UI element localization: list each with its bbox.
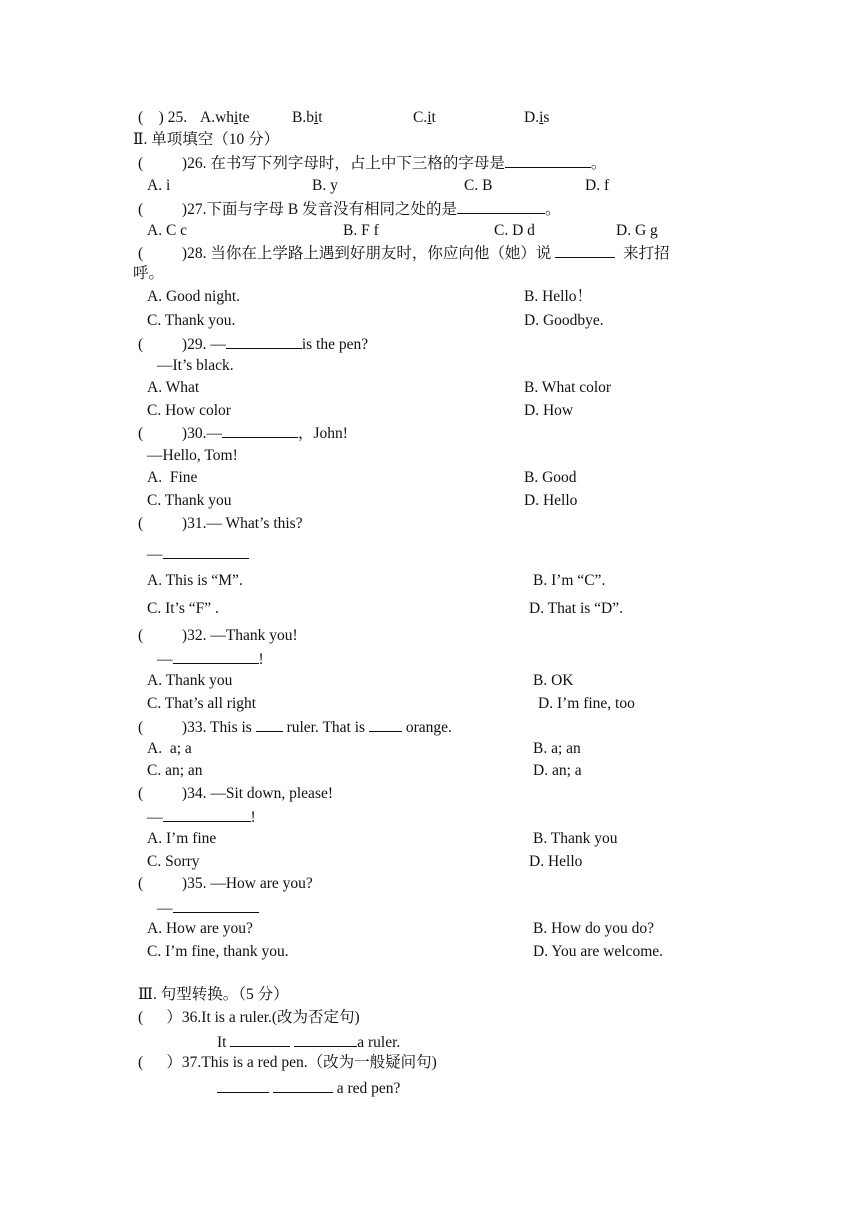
q34-stem: ( )34. —Sit down, please!: [138, 785, 334, 802]
q29-option-d: D. How: [524, 402, 574, 419]
q36-answer-line: It a ruler.: [217, 1031, 400, 1053]
answer-blank[interactable]: [294, 1031, 357, 1047]
q31-option-c: C. It’s “F” .: [147, 600, 219, 617]
answer-blank[interactable]: [457, 198, 545, 214]
q33-option-c: C. an; an: [147, 762, 203, 779]
q31-option-d: D. That is “D”.: [529, 600, 623, 617]
q29-option-b: B. What color: [524, 379, 612, 396]
q26-option-c: C. B: [464, 177, 493, 194]
q28-option-d: D. Goodbye.: [524, 312, 604, 329]
q31-reply: —: [147, 543, 249, 565]
answer-blank[interactable]: [163, 806, 251, 822]
answer-blank[interactable]: [555, 242, 615, 258]
q27-option-b: B. F f: [343, 222, 379, 239]
q34-option-b: B. Thank you: [533, 830, 618, 847]
q33-stem: ( )33. This is ruler. That is orange.: [138, 716, 452, 738]
q26-option-a: A. i: [147, 177, 171, 194]
q31-option-b: B. I’m “C”.: [533, 572, 606, 589]
q32-reply: — !: [157, 648, 264, 670]
q31-stem: ( )31.— What’s this?: [138, 515, 303, 532]
q32-stem: ( )32. —Thank you!: [138, 627, 298, 644]
answer-blank[interactable]: [505, 152, 591, 168]
q34-option-c: C. Sorry: [147, 853, 200, 870]
section-3-heading: Ⅲ. 句型转换。（5 分）: [138, 986, 289, 1003]
answer-blank[interactable]: [256, 716, 283, 732]
q30-option-d: D. Hello: [524, 492, 578, 509]
q28-option-c: C. Thank you.: [147, 312, 236, 329]
q33-option-b: B. a; an: [533, 740, 581, 757]
q34-option-d: D. Hello: [529, 853, 583, 870]
q34-reply: — !: [147, 806, 256, 828]
answer-blank[interactable]: [163, 543, 249, 559]
answer-blank[interactable]: [173, 897, 259, 913]
q25-option-d: D.is: [524, 109, 550, 126]
q29-option-c: C. How color: [147, 402, 231, 419]
q30-option-a: A. Fine: [147, 469, 198, 486]
q29-option-a: A. What: [147, 379, 200, 396]
q34-option-a: A. I’m fine: [147, 830, 217, 847]
q35-option-a: A. How are you?: [147, 920, 253, 937]
q30-stem: ( )30.— ，John!: [138, 422, 348, 444]
q28-option-b: B. Hello！: [524, 288, 593, 305]
q27-stem: ( )27.下面与字母 B 发音没有相同之处的是 。: [138, 198, 561, 220]
q33-option-d: D. an; a: [533, 762, 582, 779]
q35-option-b: B. How do you do?: [533, 920, 654, 937]
answer-blank[interactable]: [173, 648, 259, 664]
q31-option-a: A. This is “M”.: [147, 572, 243, 589]
q35-reply: —: [157, 897, 259, 919]
answer-blank[interactable]: [230, 1031, 290, 1047]
q27-option-d: D. G g: [616, 222, 658, 239]
section-2-heading: Ⅱ. 单项填空（10 分）: [133, 131, 280, 148]
q36-stem: ( ）36.It is a ruler.(改为否定句): [138, 1009, 360, 1026]
answer-blank[interactable]: [226, 333, 302, 349]
q26-stem: ( )26. 在书写下列字母时，占上中下三格的字母是 。: [138, 152, 606, 174]
q27-option-c: C. D d: [494, 222, 535, 239]
q26-option-d: D. f: [585, 177, 610, 194]
q30-option-c: C. Thank you: [147, 492, 232, 509]
q35-option-c: C. I’m fine, thank you.: [147, 943, 289, 960]
answer-blank[interactable]: [217, 1077, 269, 1093]
q25-option-a: A.white: [200, 109, 250, 126]
answer-blank[interactable]: [369, 716, 402, 732]
q28-stem: ( )28. 当你在上学路上遇到好朋友时，你应向他（她）说 来打招: [138, 242, 669, 264]
q30-reply: —Hello, Tom!: [147, 447, 238, 464]
q37-stem: ( ）37.This is a red pen.（改为一般疑问句): [138, 1054, 437, 1071]
q25-option-b: B.bit: [292, 109, 323, 126]
q35-option-d: D. You are welcome.: [533, 943, 664, 960]
answer-blank[interactable]: [222, 422, 298, 438]
q25-option-c: C.it: [413, 109, 436, 126]
q37-answer-line: a red pen?: [217, 1077, 400, 1099]
q29-reply: —It’s black.: [157, 357, 234, 374]
q33-option-a: A. a; a: [147, 740, 192, 757]
q28-option-a: A. Good night.: [147, 288, 240, 305]
q26-option-b: B. y: [312, 177, 338, 194]
q32-option-b: B. OK: [533, 672, 574, 689]
q32-option-a: A. Thank you: [147, 672, 233, 689]
q30-option-b: B. Good: [524, 469, 577, 486]
q32-option-d: D. I’m fine, too: [538, 695, 635, 712]
q25-paren: ( ) 25.: [138, 109, 188, 126]
q28-stem-cont: 呼。: [133, 265, 165, 282]
q32-option-c: C. That’s all right: [147, 695, 257, 712]
answer-blank[interactable]: [273, 1077, 333, 1093]
q35-stem: ( )35. —How are you?: [138, 875, 313, 892]
q29-stem: ( )29. — is the pen?: [138, 333, 368, 355]
q27-option-a: A. C c: [147, 222, 188, 239]
